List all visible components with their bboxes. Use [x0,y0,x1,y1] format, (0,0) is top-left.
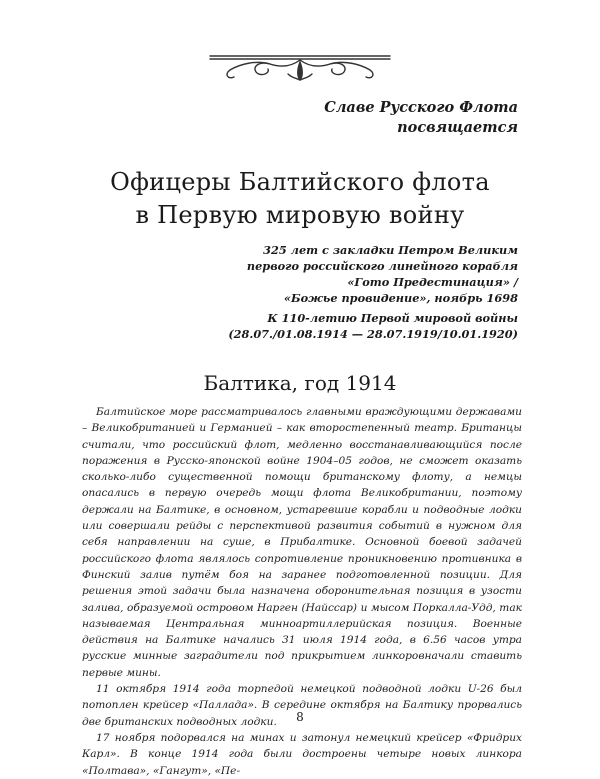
anniversary-note-line-4: «Божье провидение», ноябрь 1698 [283,291,518,305]
anniversary-note-line-1: 325 лет с закладки Петром Великим [263,243,518,257]
paragraph: 17 ноября подорвался на минах и затонул немецкий крейсер «Фридрих Карл». В конце 1914 года были достроены четыре новых линкора «Полтава», «Гангут», «Пе- [82,731,522,777]
dedication-line-2: посвящается [397,119,518,136]
section-title: Балтика, год 1914 [203,371,397,395]
decorative-ornament [200,44,400,86]
dedication-line-1: Славе Русского Флота [324,99,518,116]
anniversary-note-line-3: «Гото Предестинация» / [347,275,518,289]
anniversary-note [98,242,518,306]
war-anniversary-note [98,310,518,342]
dedication [324,98,518,138]
paragraph: Балтийское море рассматривалось главными враждующими державами – Великобританией и Германией – как второстепенный театр. Британцы считали, что российский флот, медленно восстанавливающийся после поражения в Русско-японской войне 1904–05 годов, не сможет оказать сколько-либо существенной помощи британскому флоту, а немцы опасались в первую очередь мощи флота Великобритании, поэтому держали на Балтике, в основном, устаревшие корабли и подводные лодки или совершали рейды с перспективой развития событий в нужном для себя направлении на суше, в Прибалтике. Основной боевой задачей российского флота являлось сопротивление проникновению противника в Финский залив путём боя на заранее подготовленной позиции. Для решения этой задачи была назначена оборонительная позиция в узости залива, образуемой островом Нарген (Найссар) и мысом Поркалла-Удд, так называемая Центральная минноартиллерийская позиция. Военные действия на Балтике начались 31 июля 1914 года, в 6.56 часов утра русские минные заградители под прикрытием линкоровначали ставить первые мины. [82,406,522,679]
page-title [0,166,600,232]
war-anniversary-note-line-2: (28.07./01.08.1914 — 28.07.1919/10.01.1920) [228,327,518,341]
title-line-1: Офицеры Балтийского флота [110,168,490,196]
title-line-2: в Первую мировую войну [135,201,465,229]
paragraph: 11 октября 1914 года торпедой немецкой подводной лодки U-26 был потоплен крейсер «Паллада». В середине октября на Балтику прорвались две британских подводных лодки. [82,683,522,728]
page-number: 8 [296,710,304,724]
war-anniversary-note-line-1: К 110-летию Первой мировой войны [267,311,518,325]
anniversary-note-line-2: первого российского линейного корабля [246,259,518,273]
